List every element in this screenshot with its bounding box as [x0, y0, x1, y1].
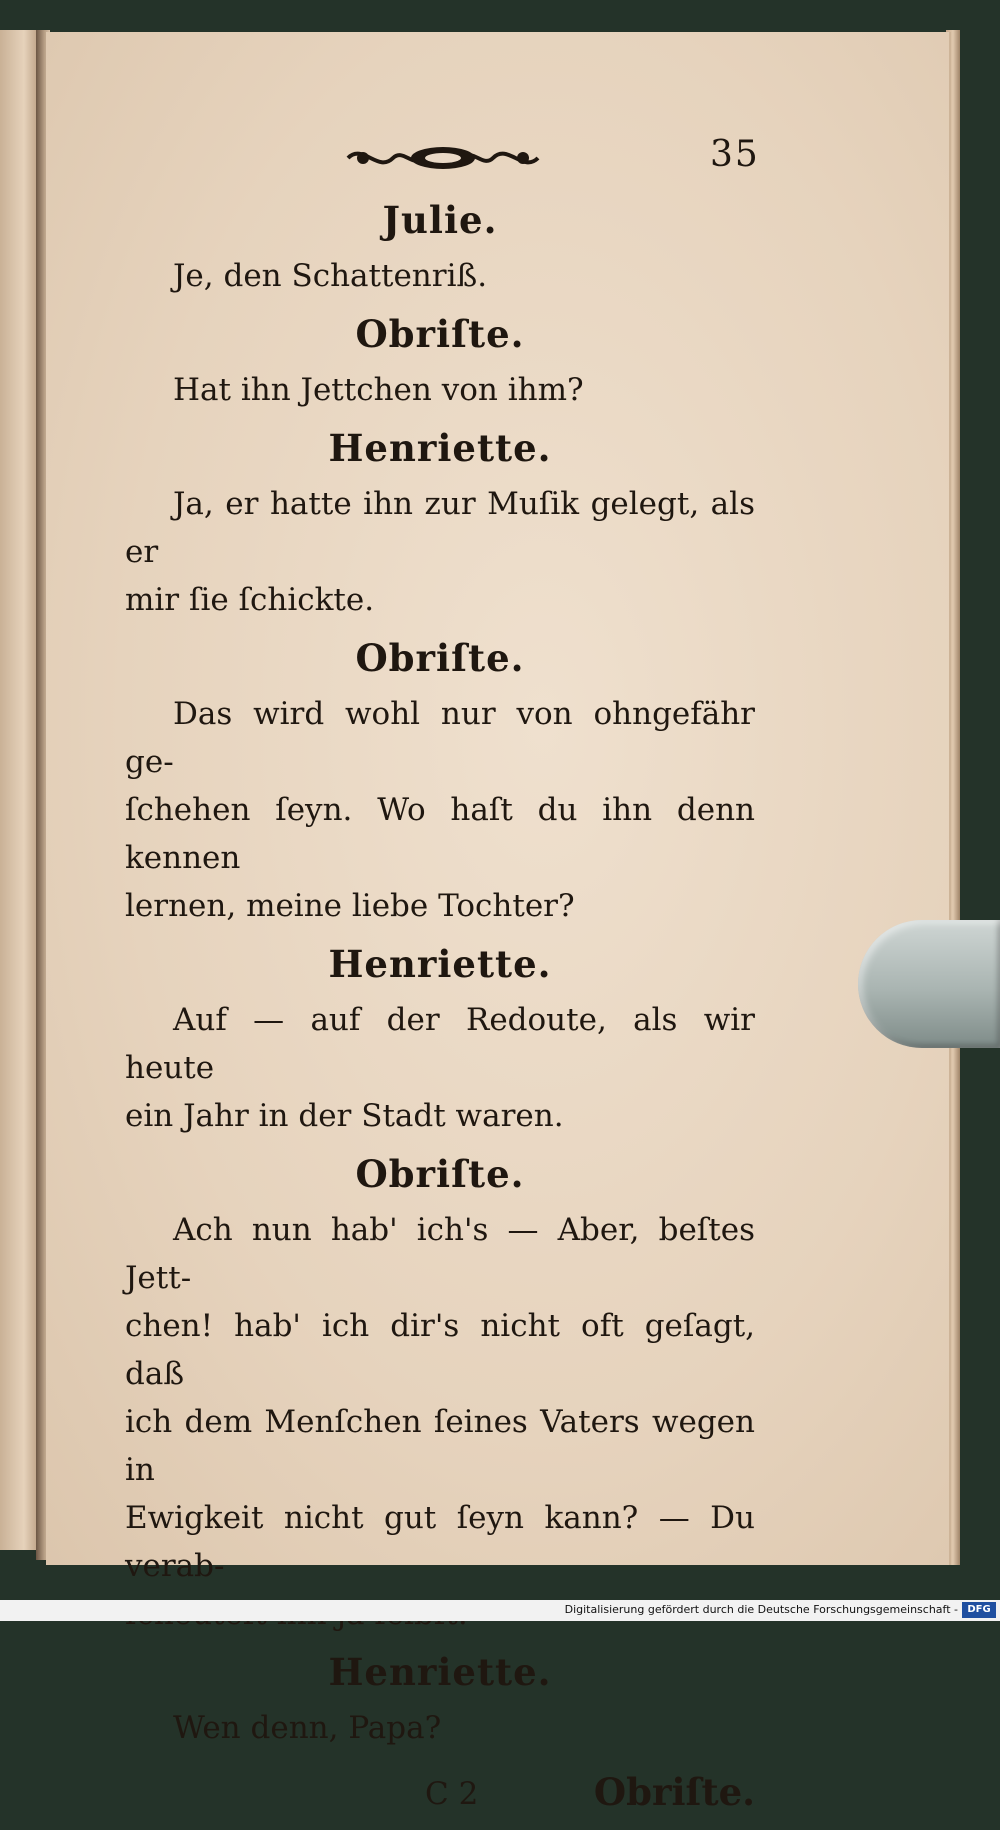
dialogue-line: Wen denn, Papa?	[173, 1710, 442, 1746]
left-page-edge	[0, 30, 40, 1550]
dialogue-line: Ach nun hab' ich's — Aber, beſtes Jett-	[125, 1212, 755, 1296]
dialogue-line: lernen, meine liebe Tochter?	[125, 888, 575, 924]
page-clip-tab	[858, 920, 1000, 1048]
credit-bar	[0, 1600, 1000, 1621]
dialogue-line: Das wird wohl nur von ohngefähr ge-	[125, 696, 755, 780]
dialogue-line: ſchehen ſeyn. Wo haſt du ihn denn kennen	[125, 792, 755, 876]
catchword: Obriſte.	[593, 1770, 755, 1814]
dialogue	[125, 194, 755, 1752]
page-number: 35	[710, 134, 760, 175]
speaker-name: Obriſte.	[355, 636, 525, 680]
speaker-name: Obriſte.	[355, 312, 525, 356]
speaker-name: Julie.	[382, 198, 498, 242]
speaker-name: Obriſte.	[355, 1152, 525, 1196]
dialogue-line: Ewigkeit nicht gut ſeyn kann? — Du verab-	[125, 1500, 755, 1584]
speaker-name: Henriette.	[328, 1650, 552, 1694]
speaker-name: Henriette.	[328, 942, 552, 986]
signature-mark: C 2	[425, 1776, 479, 1812]
dialogue-line: Je, den Schattenriß.	[173, 258, 488, 294]
dialogue-line: Ja, er hatte ihn zur Muſik gelegt, als er	[125, 486, 755, 570]
dialogue-line: mir ſie ſchickte.	[125, 582, 375, 618]
printer-ornament-icon	[343, 138, 543, 182]
dialogue-line: Hat ihn Jettchen von ihm?	[173, 372, 584, 408]
dialogue-line: ich dem Menſchen ſeines Vaters wegen in	[125, 1404, 755, 1488]
page-text	[125, 130, 760, 1830]
dfg-logo: DFG	[962, 1602, 996, 1618]
speaker-name: Henriette.	[328, 426, 552, 470]
page-header	[125, 130, 760, 186]
dialogue-line: chen! hab' ich dir's nicht oft geſagt, daß	[125, 1308, 755, 1392]
dialogue-line: ein Jahr in der Stadt waren.	[125, 1098, 564, 1134]
credit-text: Digitalisierung gefördert durch die Deutsche Forschungsgemeinschaft -	[564, 1603, 958, 1616]
page-footer	[125, 1770, 755, 1830]
dialogue-line: Auf — auf der Redoute, als wir heute	[125, 1002, 755, 1086]
